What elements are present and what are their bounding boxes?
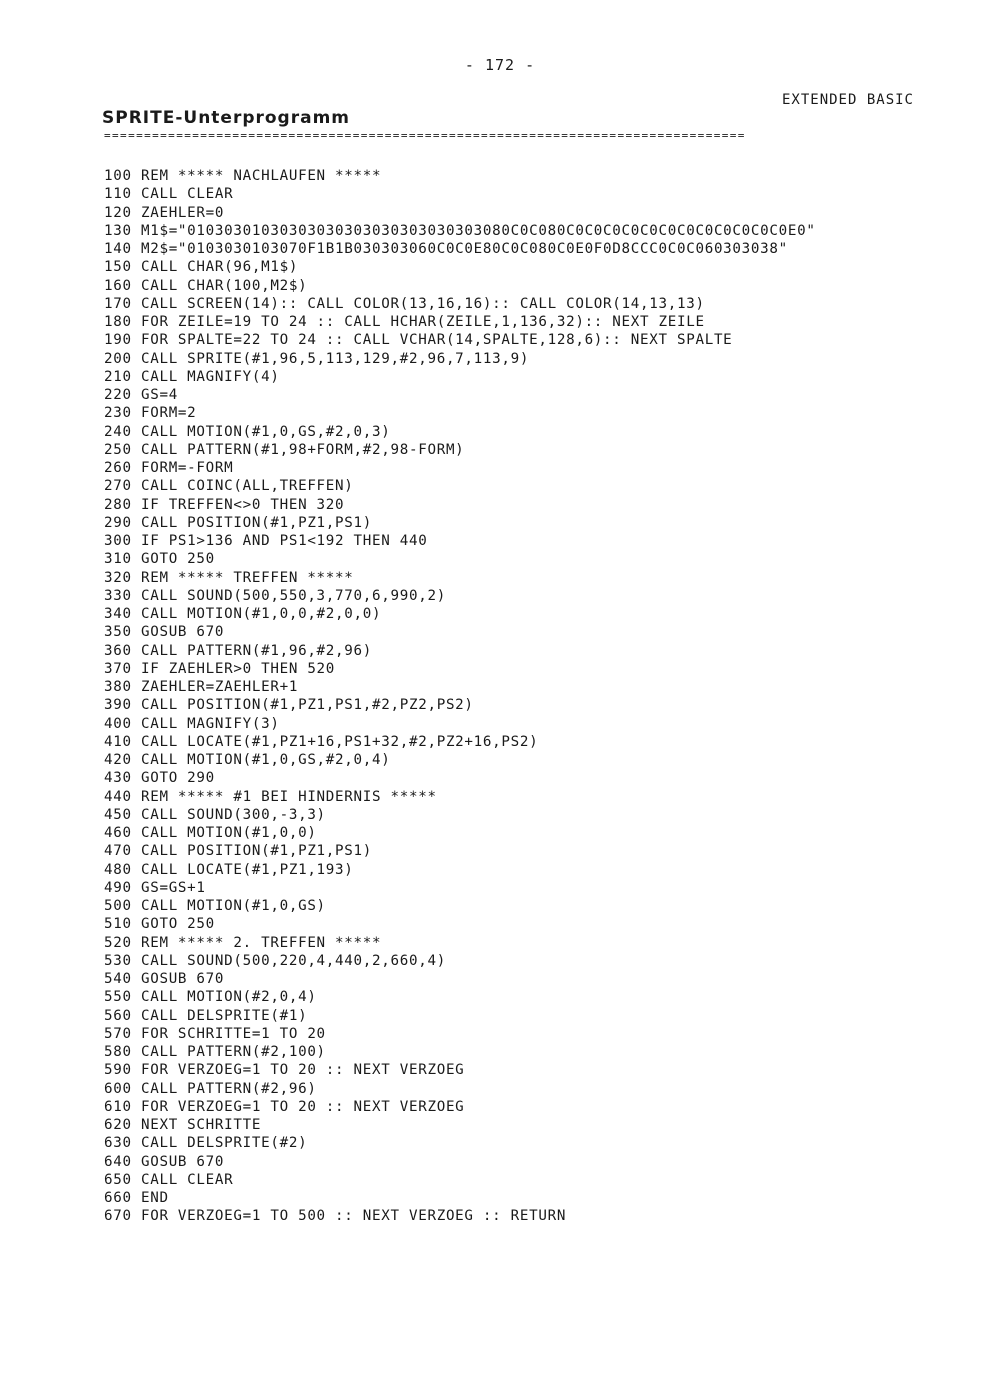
code-line: 220 GS=4 [104, 387, 178, 403]
code-line: 130 M1$="01030301030303030303030303030303080C0C080C0C0C0C0C0C0C0C0C0C0C0C0E0" [104, 222, 816, 239]
code-line: 250 CALL PATTERN(#1,98+FORM,#2,98-FORM) [104, 441, 465, 458]
code-line: 610 FOR VERZOEG=1 TO 20 :: NEXT VERZOEG [104, 1098, 465, 1115]
code-line: 650 CALL CLEAR [104, 1171, 234, 1188]
code-line: 480 CALL LOCATE(#1,PZ1,193) [104, 861, 354, 878]
code-line: 410 CALL LOCATE(#1,PZ1+16,PS1+32,#2,PZ2+16,PS2) [104, 733, 539, 750]
code-line: 490 GS=GS+1 [104, 879, 206, 896]
code-line: 450 CALL SOUND(300,-3,3) [104, 806, 326, 823]
code-line: 330 CALL SOUND(500,550,3,770,6,990,2) [104, 587, 446, 604]
code-line: 520 REM ***** 2. TREFFEN ***** [104, 934, 382, 951]
code-line: 160 CALL CHAR(100,M2$) [104, 277, 308, 294]
code-line: 210 CALL MAGNIFY(4) [104, 368, 280, 385]
code-line: 110 CALL CLEAR [104, 186, 234, 203]
title-separator: ================================================================================ [104, 129, 746, 142]
code-line: 340 CALL MOTION(#1,0,0,#2,0,0) [104, 606, 382, 622]
code-line: 670 FOR VERZOEG=1 TO 500 :: NEXT VERZOEG :: RETURN [104, 1208, 567, 1225]
code-line: 280 IF TREFFEN<>0 THEN 320 [104, 496, 345, 513]
code-line: 440 REM ***** #1 BEI HINDERNIS ***** [104, 788, 437, 805]
code-line: 660 END [104, 1190, 169, 1206]
code-line: 390 CALL POSITION(#1,PZ1,PS1,#2,PZ2,PS2) [104, 697, 474, 714]
code-line: 200 CALL SPRITE(#1,96,5,113,129,#2,96,7,113,9) [104, 350, 530, 367]
program-listing [104, 167, 964, 1226]
code-line: 560 CALL DELSPRITE(#1) [104, 1007, 308, 1024]
code-line: 100 REM ***** NACHLAUFEN ***** [104, 168, 382, 184]
code-line: 320 REM ***** TREFFEN ***** [104, 569, 354, 586]
page-number: - 172 - [464, 56, 536, 74]
code-line: 170 CALL SCREEN(14):: CALL COLOR(13,16,16):: CALL COLOR(14,13,13) [104, 295, 705, 312]
code-line: 350 GOSUB 670 [104, 624, 225, 641]
code-line: 300 IF PS1>136 AND PS1<192 THEN 440 [104, 533, 428, 549]
code-line: 500 CALL MOTION(#1,0,GS) [104, 898, 326, 914]
code-line: 190 FOR SPALTE=22 TO 24 :: CALL VCHAR(14,SPALTE,128,6):: NEXT SPALTE [104, 332, 733, 349]
code-line: 580 CALL PATTERN(#2,100) [104, 1044, 326, 1060]
code-line: 360 CALL PATTERN(#1,96,#2,96) [104, 642, 373, 659]
code-line: 530 CALL SOUND(500,220,4,440,2,660,4) [104, 952, 446, 969]
code-line: 460 CALL MOTION(#1,0,0) [104, 825, 317, 841]
code-line: 620 NEXT SCHRITTE [104, 1117, 262, 1133]
code-line: 630 CALL DELSPRITE(#2) [104, 1135, 308, 1152]
code-line: 570 FOR SCHRITTE=1 TO 20 [104, 1025, 326, 1042]
code-line: 380 ZAEHLER=ZAEHLER+1 [104, 679, 299, 695]
code-line: 290 CALL POSITION(#1,PZ1,PS1) [104, 514, 373, 531]
code-line: 370 IF ZAEHLER>0 THEN 520 [104, 660, 336, 677]
code-line: 430 GOTO 290 [104, 770, 215, 787]
code-line: 180 FOR ZEILE=19 TO 24 :: CALL HCHAR(ZEILE,1,136,32):: NEXT ZEILE [104, 314, 705, 330]
code-line: 400 CALL MAGNIFY(3) [104, 715, 280, 732]
code-line: 420 CALL MOTION(#1,0,GS,#2,0,4) [104, 752, 391, 768]
code-line: 270 CALL COINC(ALL,TREFFEN) [104, 478, 354, 495]
code-line: 550 CALL MOTION(#2,0,4) [104, 989, 317, 1006]
code-line: 310 GOTO 250 [104, 551, 215, 568]
code-line: 260 FORM=-FORM [104, 460, 234, 476]
code-line: 640 GOSUB 670 [104, 1153, 225, 1170]
edition-label: EXTENDED BASIC [781, 92, 914, 108]
code-line: 150 CALL CHAR(96,M1$) [104, 259, 299, 276]
code-line: 510 GOTO 250 [104, 916, 215, 933]
code-line: 590 FOR VERZOEG=1 TO 20 :: NEXT VERZOEG [104, 1062, 465, 1079]
section-title: SPRITE-Unterprogramm [102, 108, 351, 128]
code-line: 600 CALL PATTERN(#2,96) [104, 1080, 317, 1097]
code-line: 540 GOSUB 670 [104, 971, 225, 987]
code-line: 240 CALL MOTION(#1,0,GS,#2,0,3) [104, 423, 391, 440]
code-line: 470 CALL POSITION(#1,PZ1,PS1) [104, 843, 373, 860]
code-line: 140 M2$="0103030103070F1B1B030303060C0C0E80C0C080C0E0F0D8CCC0C0C060303038" [104, 241, 788, 257]
code-line: 120 ZAEHLER=0 [104, 204, 225, 221]
code-line: 230 FORM=2 [104, 405, 197, 422]
